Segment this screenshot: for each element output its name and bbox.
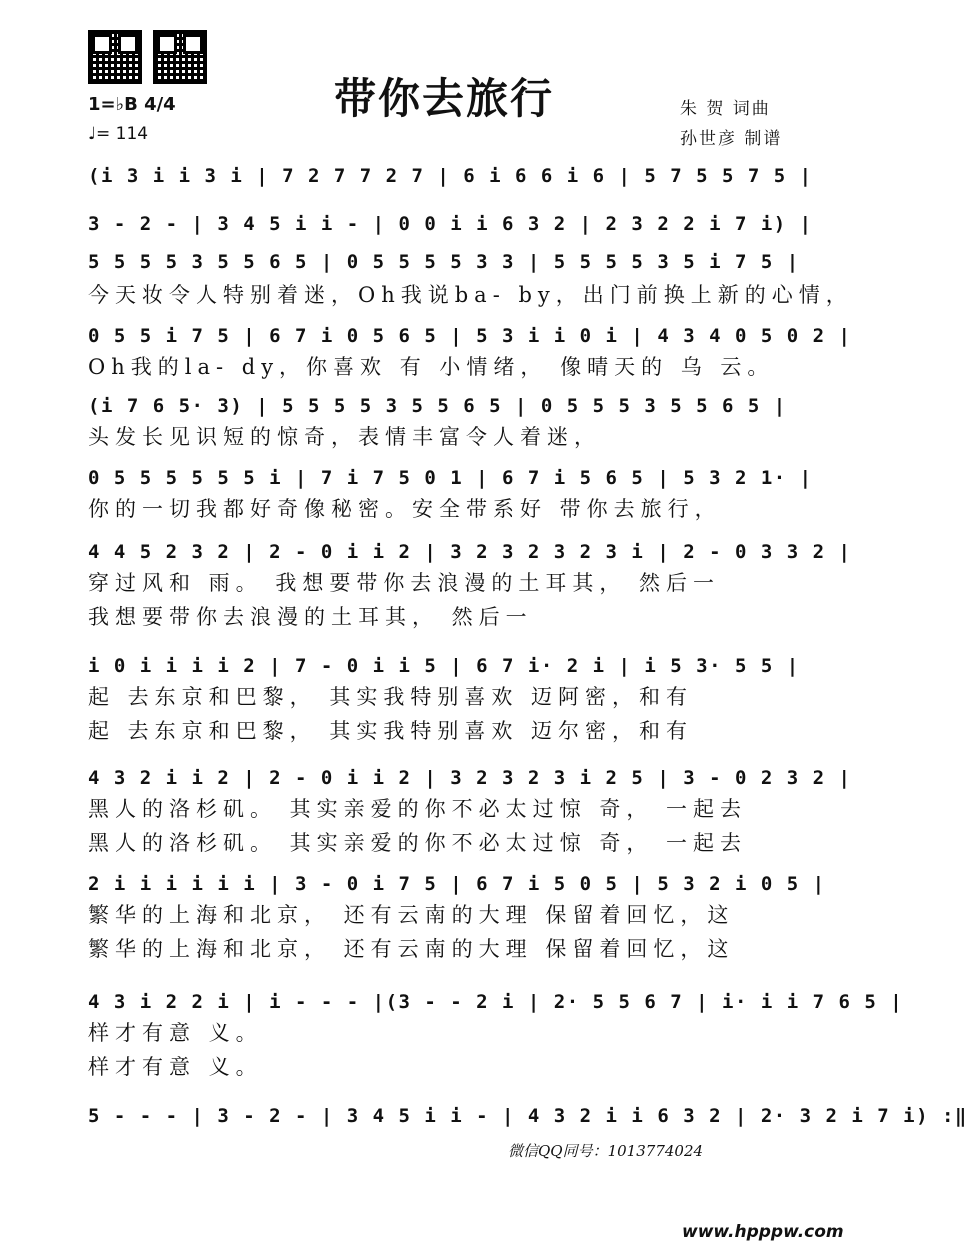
contact-watermark: 微信QQ同号：1013774024	[508, 1142, 704, 1160]
notation-line: 4 3 i 2 2 i | i - - - |(3 - - 2 i | 2· 5 5 6 7 | i· i i 7 6 5 |	[88, 991, 904, 1013]
notation-line: 5 - - - | 3 - 2 - | 3 4 5 i i - | 4 3 2 i i 6 3 2 | 2· 3 2 i 7 i) :‖	[88, 1105, 968, 1127]
lyric-line: 繁华的上海和北京， 还有云南的大理 保留着回忆，这	[88, 903, 735, 927]
tempo-marking: ♩= 114	[88, 124, 149, 144]
lyric-line: 今天妆令人特别着迷，Oh我说ba- by，出门前换上新的心情，	[88, 283, 853, 307]
key-signature: 1=♭B 4/4	[88, 94, 176, 115]
lyricist-composer: 朱 贺 词曲	[680, 99, 771, 119]
lyric-line: 起 去东京和巴黎， 其实我特别喜欢 迈尔密，和有	[88, 719, 694, 743]
lyric-line: 样才有意 义。	[88, 1021, 263, 1045]
notation-line: 3 - 2 - | 3 4 5 i i - | 0 0 i i 6 3 2 | 2 3 2 2 i 7 i) |	[88, 213, 813, 235]
notation-line: 4 4 5 2 3 2 | 2 - 0 i i 2 | 3 2 3 2 3 2 3 i | 2 - 0 3 3 2 |	[88, 541, 852, 563]
lyric-line: 你的一切我都好奇像秘密。安全带系好 带你去旅行，	[88, 497, 722, 521]
site-watermark: www.hpppw.com	[682, 1222, 844, 1242]
lyric-line: 样才有意 义。	[88, 1055, 263, 1079]
lyric-line: 我想要带你去浪漫的土耳其， 然后一	[88, 605, 533, 629]
notation-line: (i 3 i i 3 i | 7 2 7 7 2 7 | 6 i 6 6 i 6 | 5 7 5 5 7 5 |	[88, 165, 813, 187]
lyric-line: 繁华的上海和北京， 还有云南的大理 保留着回忆，这	[88, 937, 735, 961]
notation-line: 0 5 5 5 5 5 5 i | 7 i 7 5 0 1 | 6 7 i 5 6 5 | 5 3 2 1· |	[88, 467, 813, 489]
notation-line: 4 3 2 i i 2 | 2 - 0 i i 2 | 3 2 3 2 3 i 2 5 | 3 - 0 2 3 2 |	[88, 767, 852, 789]
notation-line: (i 7 6 5· 3) | 5 5 5 5 3 5 5 6 5 | 0 5 5 5 3 5 5 6 5 |	[88, 395, 787, 417]
notation-line: 5 5 5 5 3 5 5 6 5 | 0 5 5 5 5 3 3 | 5 5 5 5 3 5 i 7 5 |	[88, 251, 800, 273]
lyric-line: Oh我的la- dy，你喜欢 有 小情绪， 像晴天的 乌 云。	[88, 355, 775, 379]
song-title: 带你去旅行	[333, 74, 554, 123]
lyric-line: 黑人的洛杉矶。 其实亲爱的你不必太过惊 奇， 一起去	[88, 797, 748, 821]
lyric-line: 穿过风和 雨。 我想要带你去浪漫的土耳其， 然后一	[88, 571, 721, 595]
lyric-line: 黑人的洛杉矶。 其实亲爱的你不必太过惊 奇， 一起去	[88, 831, 748, 855]
notation-line: i 0 i i i i 2 | 7 - 0 i i 5 | 6 7 i· 2 i | i 5 3· 5 5 |	[88, 655, 800, 677]
notation-line: 0 5 5 i 7 5 | 6 7 i 0 5 6 5 | 5 3 i i 0 i | 4 3 4 0 5 0 2 |	[88, 325, 852, 347]
lyric-line: 头发长见识短的惊奇，表情丰富令人着迷，	[88, 425, 601, 449]
lyric-line: 起 去东京和巴黎， 其实我特别喜欢 迈阿密，和有	[88, 685, 694, 709]
transcriber: 孙世彦 制谱	[680, 129, 783, 149]
notation-line: 2 i i i i i i | 3 - 0 i 7 5 | 6 7 i 5 0 5 | 5 3 2 i 0 5 |	[88, 873, 826, 895]
